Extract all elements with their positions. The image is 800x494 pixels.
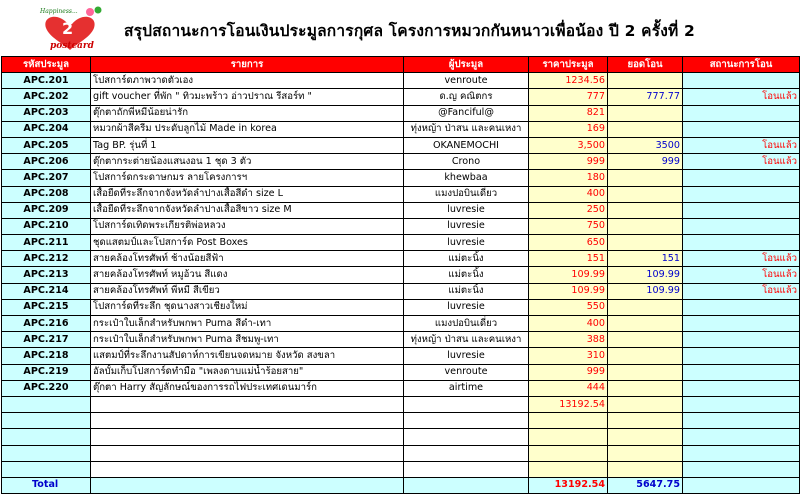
svg-text:2: 2 (62, 19, 74, 38)
price-cell[interactable]: 1234.56 (529, 73, 608, 89)
table-row (2, 251, 800, 267)
code-cell[interactable]: APC.203 (2, 105, 91, 121)
table-row (2, 235, 800, 251)
col-item-header[interactable]: รายการ (91, 57, 404, 73)
cell[interactable] (529, 413, 608, 429)
donor-cell[interactable]: luvresie (404, 218, 529, 234)
status-cell[interactable] (683, 348, 800, 364)
cell[interactable] (529, 429, 608, 445)
item-cell[interactable]: Tag BP. รุ่นที่ 1 (91, 137, 404, 153)
donor-cell[interactable]: แมงปอบินเดี่ยว (404, 186, 529, 202)
price-cell[interactable]: 388 (529, 332, 608, 348)
cell[interactable] (683, 445, 800, 461)
total-price[interactable]: 13192.54 (529, 477, 608, 493)
status-cell[interactable] (683, 235, 800, 251)
donor-cell[interactable]: khewbaa (404, 170, 529, 186)
item-cell[interactable]: กระเป๋าใบเล็กสำหรับพกพา Puma สีชมพู-เทา (91, 332, 404, 348)
cell[interactable] (2, 413, 91, 429)
code-cell[interactable]: APC.210 (2, 218, 91, 234)
table-row (2, 332, 800, 348)
item-cell[interactable]: กระเป๋าใบเล็กสำหรับพกพา Puma สีดำ-เทา (91, 316, 404, 332)
status-cell[interactable]: โอนแล้ว (683, 154, 800, 170)
status-cell[interactable] (683, 299, 800, 315)
status-cell[interactable] (683, 332, 800, 348)
paid-cell[interactable]: 999 (608, 154, 683, 170)
item-cell[interactable]: สายคล้องโทรศัพท์ ช้างน้อยสีฟ้า (91, 251, 404, 267)
code-cell[interactable]: APC.204 (2, 121, 91, 137)
item-cell[interactable]: โปสการ์ดเทิดพระเกียรติพ่อหลวง (91, 218, 404, 234)
paid-cell[interactable] (608, 121, 683, 137)
cell[interactable] (2, 396, 91, 412)
cell[interactable] (2, 461, 91, 477)
code-cell[interactable]: APC.208 (2, 186, 91, 202)
code-cell[interactable]: APC.220 (2, 380, 91, 396)
donor-cell[interactable]: airtime (404, 380, 529, 396)
status-cell[interactable]: โอนแล้ว (683, 137, 800, 153)
col-code-header[interactable]: รหัสประมูล (2, 57, 91, 73)
cell[interactable] (91, 445, 404, 461)
cell[interactable] (2, 429, 91, 445)
sheet-header (0, 0, 800, 55)
status-cell[interactable]: โอนแล้ว (683, 267, 800, 283)
paid-cell[interactable]: 151 (608, 251, 683, 267)
item-cell[interactable]: อัลบั้มเก็บโปสการ์ดทำมือ "เพลงดาบแม่น้ำร้อยสาย" (91, 364, 404, 380)
paid-cell[interactable]: 777.77 (608, 89, 683, 105)
table-row (2, 348, 800, 364)
cell[interactable] (683, 429, 800, 445)
price-cell[interactable]: 821 (529, 105, 608, 121)
status-cell[interactable] (683, 186, 800, 202)
code-cell[interactable]: APC.205 (2, 137, 91, 153)
empty-row (2, 461, 800, 477)
cell[interactable] (91, 461, 404, 477)
subtotal-row (2, 396, 800, 412)
paid-cell[interactable] (608, 348, 683, 364)
donor-cell[interactable]: venroute (404, 73, 529, 89)
total-row (2, 477, 800, 493)
cell[interactable] (91, 413, 404, 429)
status-cell[interactable] (683, 364, 800, 380)
price-cell[interactable]: 444 (529, 380, 608, 396)
price-cell[interactable]: 550 (529, 299, 608, 315)
price-cell[interactable]: 400 (529, 186, 608, 202)
cell[interactable] (608, 445, 683, 461)
paid-cell[interactable] (608, 364, 683, 380)
donor-cell[interactable]: ด.ญ คณิตกร (404, 89, 529, 105)
code-cell[interactable]: APC.201 (2, 73, 91, 89)
item-cell[interactable]: ตุ๊กตา Harry สัญลักษณ์ของการรถไฟประเทศเดนมาร์ก (91, 380, 404, 396)
item-cell[interactable]: ชุดแสตมป์และโปสการ์ด Post Boxes (91, 235, 404, 251)
col-price-header[interactable]: ราคาประมูล (529, 57, 608, 73)
cell[interactable] (404, 429, 529, 445)
auction-table (1, 56, 800, 494)
code-cell[interactable]: APC.218 (2, 348, 91, 364)
code-cell[interactable]: APC.217 (2, 332, 91, 348)
paid-cell[interactable] (608, 202, 683, 218)
cell[interactable] (404, 477, 529, 493)
paid-cell[interactable] (608, 105, 683, 121)
status-cell[interactable]: โอนแล้ว (683, 251, 800, 267)
cell[interactable] (608, 413, 683, 429)
status-cell[interactable]: โอนแล้ว (683, 89, 800, 105)
item-cell[interactable]: สายคล้องโทรศัพท์ พี่หมี สีเขียว (91, 283, 404, 299)
item-cell[interactable]: ตุ๊กตาถักพี่หมีน้อยน่ารัก (91, 105, 404, 121)
donor-cell[interactable]: luvresie (404, 202, 529, 218)
code-cell[interactable]: APC.209 (2, 202, 91, 218)
paid-cell[interactable] (608, 332, 683, 348)
price-cell[interactable]: 400 (529, 316, 608, 332)
postcard-logo (28, 4, 114, 52)
table-row (2, 299, 800, 315)
price-cell[interactable]: 109.99 (529, 283, 608, 299)
code-cell[interactable]: APC.215 (2, 299, 91, 315)
cell[interactable] (529, 445, 608, 461)
item-cell[interactable]: เสื้อยืดที่ระลึกจากจังหวัดลำปางเสื้อสีดำ size L (91, 186, 404, 202)
donor-cell[interactable]: luvresie (404, 299, 529, 315)
subtotal-cell[interactable]: 13192.54 (529, 396, 608, 412)
code-cell[interactable]: APC.216 (2, 316, 91, 332)
status-cell[interactable] (683, 316, 800, 332)
table-row (2, 73, 800, 89)
cell[interactable] (2, 445, 91, 461)
total-paid[interactable]: 5647.75 (608, 477, 683, 493)
empty-row (2, 413, 800, 429)
balloon-icon (86, 8, 94, 16)
price-cell[interactable]: 151 (529, 251, 608, 267)
price-cell[interactable]: 180 (529, 170, 608, 186)
code-cell[interactable]: APC.211 (2, 235, 91, 251)
table-row (2, 218, 800, 234)
item-cell[interactable]: ตุ๊กตากระต่ายน้องแสนงอน 1 ชุด 3 ตัว (91, 154, 404, 170)
status-cell[interactable] (683, 105, 800, 121)
item-cell[interactable]: แสตมป์ที่ระลึกงานสัปดาห์การเขียนจดหมาย จังหวัด สงขลา (91, 348, 404, 364)
cell[interactable] (91, 477, 404, 493)
price-cell[interactable]: 3,500 (529, 137, 608, 153)
item-cell[interactable]: หมวกผ้าสีครีม ประดับลูกไม้ Made in korea (91, 121, 404, 137)
col-status-header[interactable]: สถานะการโอน (683, 57, 800, 73)
table-row (2, 316, 800, 332)
table-row (2, 380, 800, 396)
donor-cell[interactable]: venroute (404, 364, 529, 380)
status-cell[interactable] (683, 121, 800, 137)
total-label[interactable]: Total (2, 477, 91, 493)
cell[interactable] (404, 445, 529, 461)
paid-cell[interactable]: 3500 (608, 137, 683, 153)
paid-cell[interactable] (608, 218, 683, 234)
paid-cell[interactable]: 109.99 (608, 283, 683, 299)
paid-cell[interactable] (608, 170, 683, 186)
price-cell[interactable]: 999 (529, 154, 608, 170)
table-row (2, 267, 800, 283)
table-row (2, 105, 800, 121)
col-donor-header[interactable]: ผู้ประมูล (404, 57, 529, 73)
cell[interactable] (608, 461, 683, 477)
table-row (2, 89, 800, 105)
header-row (2, 57, 800, 73)
donor-cell[interactable]: แม่ตะนิ้ง (404, 267, 529, 283)
item-cell[interactable]: สายคล้องโทรศัพท์ หมูอ้วน สีแดง (91, 267, 404, 283)
cell[interactable] (683, 413, 800, 429)
item-cell[interactable]: โปสการ์ดภาพวาดตัวเอง (91, 73, 404, 89)
donor-cell[interactable]: luvresie (404, 348, 529, 364)
code-cell[interactable]: APC.207 (2, 170, 91, 186)
table-row (2, 283, 800, 299)
status-cell[interactable] (683, 380, 800, 396)
empty-row (2, 429, 800, 445)
status-cell[interactable] (683, 73, 800, 89)
price-cell[interactable]: 999 (529, 364, 608, 380)
table-row (2, 186, 800, 202)
item-cell[interactable]: เสื้อยืดที่ระลึกจากจังหวัดลำปางเสื้อสีขาว size M (91, 202, 404, 218)
donor-cell[interactable]: Crono (404, 154, 529, 170)
cell[interactable] (91, 429, 404, 445)
donor-cell[interactable]: luvresie (404, 235, 529, 251)
status-cell[interactable] (683, 218, 800, 234)
item-cell[interactable]: โปสการ์ดกระดาษกมร ลายโครงการฯ (91, 170, 404, 186)
status-cell[interactable] (683, 202, 800, 218)
item-cell[interactable]: gift voucher ที่พัก " ทิวมะพร้าว อ่าวปราณ รีสอร์ท " (91, 89, 404, 105)
col-paid-header[interactable]: ยอดโอน (608, 57, 683, 73)
price-cell[interactable]: 777 (529, 89, 608, 105)
cell[interactable] (404, 413, 529, 429)
price-cell[interactable]: 310 (529, 348, 608, 364)
paid-cell[interactable] (608, 186, 683, 202)
table-row (2, 170, 800, 186)
status-cell[interactable]: โอนแล้ว (683, 283, 800, 299)
svg-text:Happiness...: Happiness... (40, 8, 78, 15)
cell[interactable] (529, 461, 608, 477)
donor-cell[interactable]: OKANEMOCHI (404, 137, 529, 153)
donor-cell[interactable]: @Fanciful@ (404, 105, 529, 121)
donor-cell[interactable]: ทุ่งหญ้า ป่าสน และคนเหงา (404, 332, 529, 348)
cell[interactable] (91, 396, 404, 412)
table-row (2, 364, 800, 380)
price-cell[interactable]: 109.99 (529, 267, 608, 283)
table-row (2, 137, 800, 153)
paid-cell[interactable]: 109.99 (608, 267, 683, 283)
status-cell[interactable] (683, 170, 800, 186)
price-cell[interactable]: 250 (529, 202, 608, 218)
cell[interactable] (404, 461, 529, 477)
code-cell[interactable]: APC.212 (2, 251, 91, 267)
donor-cell[interactable]: แม่ตะนิ้ง (404, 283, 529, 299)
code-cell[interactable]: APC.206 (2, 154, 91, 170)
code-cell[interactable]: APC.202 (2, 89, 91, 105)
table-row (2, 154, 800, 170)
code-cell[interactable]: APC.213 (2, 267, 91, 283)
cell[interactable] (683, 477, 800, 493)
page-title: สรุปสถานะการโอนเงินประมูลการกุศล โครงการหมวกกันหนาวเพื่อน้อง ปี 2 ครั้งที่ 2 (124, 22, 696, 40)
svg-text:postcard: postcard (50, 41, 94, 51)
cell[interactable] (608, 396, 683, 412)
paid-cell[interactable] (608, 299, 683, 315)
code-cell[interactable]: APC.219 (2, 364, 91, 380)
empty-row (2, 445, 800, 461)
paid-cell[interactable] (608, 316, 683, 332)
paid-cell[interactable] (608, 73, 683, 89)
item-cell[interactable]: โปสการ์ดที่ระลึก ชุดนางสาวเชียงใหม่ (91, 299, 404, 315)
cell[interactable] (608, 429, 683, 445)
price-cell[interactable]: 169 (529, 121, 608, 137)
donor-cell[interactable]: แม่ตะนิ้ง (404, 251, 529, 267)
code-cell[interactable]: APC.214 (2, 283, 91, 299)
donor-cell[interactable]: แมงปอบินเดี่ยว (404, 316, 529, 332)
price-cell[interactable]: 650 (529, 235, 608, 251)
price-cell[interactable]: 750 (529, 218, 608, 234)
table-row (2, 202, 800, 218)
donor-cell[interactable]: ทุ่งหญ้า ป่าสน และคนเหงา (404, 121, 529, 137)
paid-cell[interactable] (608, 380, 683, 396)
cell[interactable] (683, 396, 800, 412)
paid-cell[interactable] (608, 235, 683, 251)
cell[interactable] (404, 396, 529, 412)
table-row (2, 121, 800, 137)
cell[interactable] (683, 461, 800, 477)
